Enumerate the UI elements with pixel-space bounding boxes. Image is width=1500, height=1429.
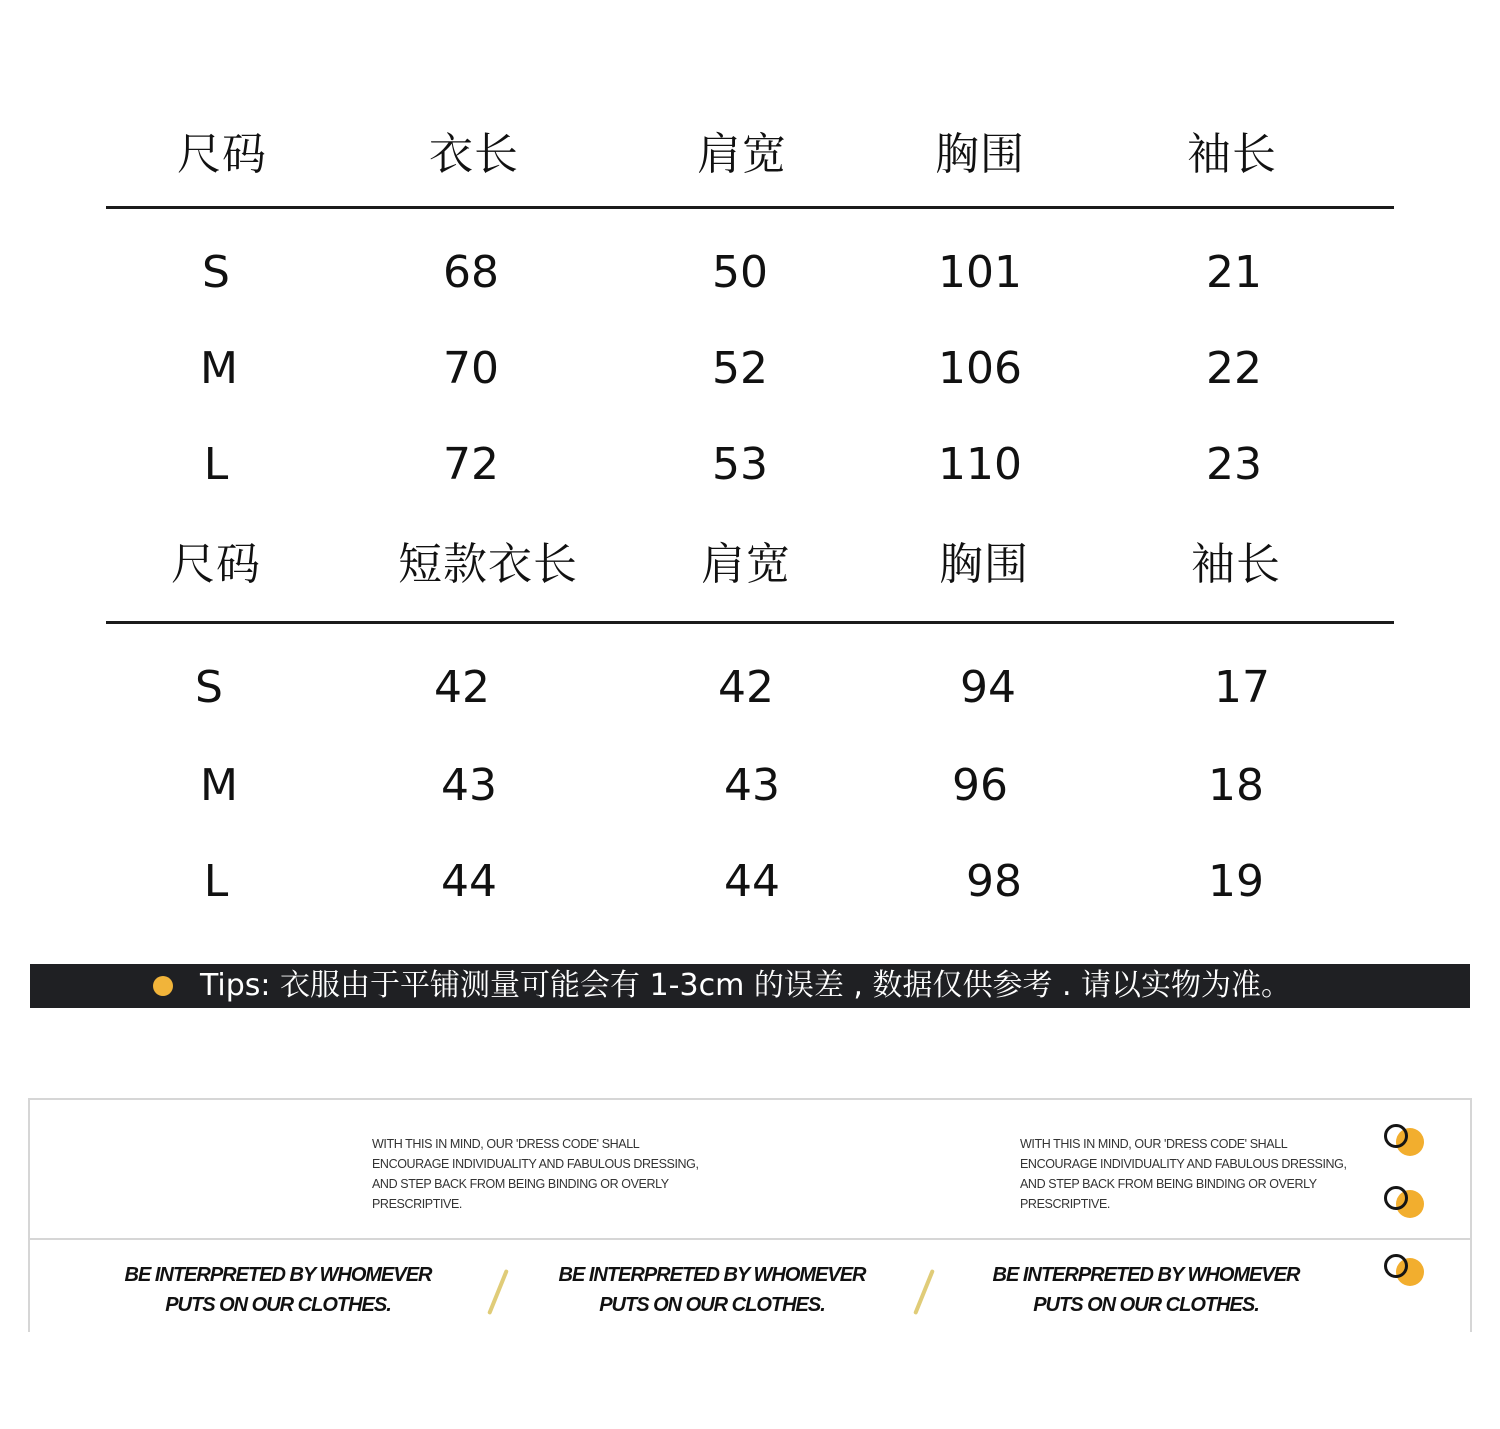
cell-length: 44: [441, 856, 497, 907]
table-header-row: [0, 120, 1500, 190]
slogan-line-1: BE INTERPRETED BY WHOMEVER: [558, 1264, 866, 1286]
cell-chest: 101: [938, 247, 1022, 298]
cell-shoulder: 42: [718, 662, 774, 713]
header-length: 衣长: [429, 129, 519, 180]
slogan-line-1: BE INTERPRETED BY WHOMEVER: [124, 1264, 432, 1286]
cell-shoulder: 50: [712, 247, 768, 298]
slash-divider: [913, 1269, 935, 1315]
table-row: [0, 847, 1500, 917]
ring-dot-icon: [1384, 1254, 1428, 1288]
cell-shoulder: 44: [724, 856, 780, 907]
cell-chest: 106: [938, 343, 1022, 394]
header-sleeve: 袖长: [1191, 539, 1281, 590]
cell-shoulder: 52: [712, 343, 768, 394]
slogan-line-1: BE INTERPRETED BY WHOMEVER: [992, 1264, 1300, 1286]
cell-sleeve: 22: [1206, 343, 1262, 394]
cell-sleeve: 19: [1208, 856, 1264, 907]
header-divider: [106, 206, 1394, 209]
ring-dot-icon: [1384, 1186, 1428, 1220]
header-size: 尺码: [171, 539, 261, 590]
table-row: [0, 751, 1500, 821]
banner-divider: [30, 1238, 1470, 1240]
slash-divider: [487, 1269, 509, 1315]
brand-paragraph: WITH THIS IN MIND, OUR 'DRESS CODE' SHALL ENCOURAGE INDIVIDUALITY AND FABULOUS DRESSING, AND STEP BACK FROM BEING BINDING OR OVERLY PRESCRIPTIVE.: [1020, 1137, 1347, 1211]
brand-slogan: [966, 1260, 1326, 1320]
tips-text: Tips: 衣服由于平铺测量可能会有 1-3cm 的误差 , 数据仅供参考 . 请以实物为准。: [200, 968, 1292, 1003]
cell-length: 72: [443, 439, 499, 490]
cell-size: S: [202, 247, 230, 298]
header-sleeve: 袖长: [1187, 129, 1277, 180]
tips-bar: [30, 964, 1470, 1008]
ring-dot-icon: [1384, 1124, 1428, 1158]
cell-chest: 96: [952, 760, 1008, 811]
cell-chest: 94: [960, 662, 1016, 713]
header-shoulder: 肩宽: [697, 129, 787, 180]
table-header-row: [0, 530, 1500, 600]
cell-size: L: [203, 856, 229, 907]
cell-chest: 110: [938, 439, 1022, 490]
brand-slogan: [532, 1260, 892, 1320]
slogan-line-2: PUTS ON OUR CLOTHES.: [165, 1294, 391, 1316]
cell-sleeve: 17: [1214, 662, 1270, 713]
header-shoulder: 肩宽: [701, 539, 791, 590]
cell-shoulder: 53: [712, 439, 768, 490]
cell-length: 68: [443, 247, 499, 298]
cell-sleeve: 18: [1208, 760, 1264, 811]
cell-length: 70: [443, 343, 499, 394]
cell-sleeve: 23: [1206, 439, 1262, 490]
table-row: [0, 238, 1500, 308]
cell-size: M: [200, 343, 238, 394]
brand-slogan: [98, 1260, 458, 1320]
cell-length: 43: [441, 760, 497, 811]
cell-size: S: [195, 662, 223, 713]
brand-banner: [28, 1098, 1472, 1332]
table-row: [0, 653, 1500, 723]
header-chest: 胸围: [939, 539, 1029, 590]
cell-chest: 98: [966, 856, 1022, 907]
table-row: [0, 334, 1500, 404]
header-divider: [106, 621, 1394, 624]
slogan-line-2: PUTS ON OUR CLOTHES.: [599, 1294, 825, 1316]
header-short-length: 短款衣长: [398, 539, 578, 590]
cell-size: L: [203, 439, 229, 490]
cell-size: M: [200, 760, 238, 811]
header-size: 尺码: [177, 129, 267, 180]
table-row: [0, 430, 1500, 500]
cell-sleeve: 21: [1206, 247, 1262, 298]
tips-dot-icon: [153, 976, 173, 996]
brand-paragraph: WITH THIS IN MIND, OUR 'DRESS CODE' SHALL ENCOURAGE INDIVIDUALITY AND FABULOUS DRESSING, AND STEP BACK FROM BEING BINDING OR OVERLY PRESCRIPTIVE.: [372, 1137, 699, 1211]
cell-length: 42: [434, 662, 490, 713]
header-chest: 胸围: [935, 129, 1025, 180]
slogan-line-2: PUTS ON OUR CLOTHES.: [1033, 1294, 1259, 1316]
cell-shoulder: 43: [724, 760, 780, 811]
